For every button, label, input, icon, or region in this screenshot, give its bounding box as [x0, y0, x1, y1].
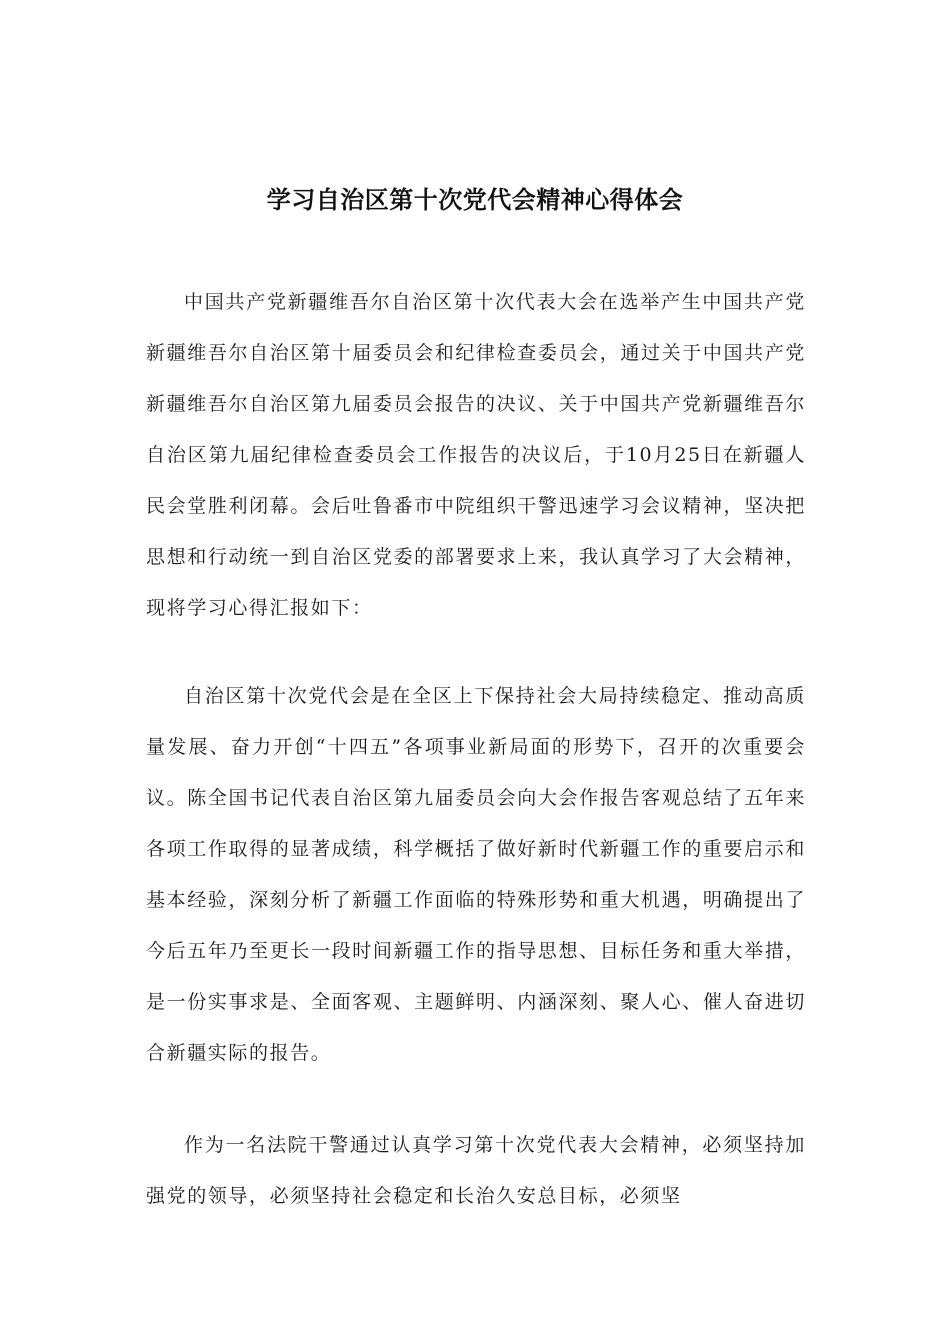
- document-title: 学习自治区第十次党代会精神心得体会: [266, 186, 684, 214]
- paragraph-1: 中国共产党新疆维吾尔自治区第十次代表大会在选举产生中国共产党新疆维吾尔自治区第十届委员会和纪律检查委员会，通过关于中国共产党新疆维吾尔自治区第九届委员会报告的决议、关于中国共产党新疆维吾尔自治区第九届纪律检查委员会工作报告的决议后，于10月25日在新疆人民会堂胜利闭幕。会后吐鲁番市中院组织干警迅速学习会议精神，坚决把思想和行动统一到自治区党委的部署要求上来，我认真学习了大会精神，现将学习心得汇报如下：: [146, 291, 806, 619]
- paragraph-3: 作为一名法院干警通过认真学习第十次党代表大会精神，必须坚持加强党的领导，必须坚持社会稳定和长治久安总目标，必须坚: [146, 1134, 806, 1207]
- paragraph-2: 自治区第十次党代会是在全区上下保持社会大局持续稳定、推动高质量发展、奋力开创“十四五”各项事业新局面的形势下，召开的次重要会议。陈全国书记代表自治区第九届委员会向大会作报告客观总结了五年来各项工作取得的显著成绩，科学概括了做好新时代新疆工作的重要启示和基本经验，深刻分析了新疆工作面临的特殊形势和重大机遇，明确提出了今后五年乃至更长一段时间新疆工作的指导思想、目标任务和重大举措，是一份实事求是、全面客观、主题鲜明、内涵深刻、聚人心、催人奋进切合新疆实际的报告。: [146, 685, 806, 1064]
